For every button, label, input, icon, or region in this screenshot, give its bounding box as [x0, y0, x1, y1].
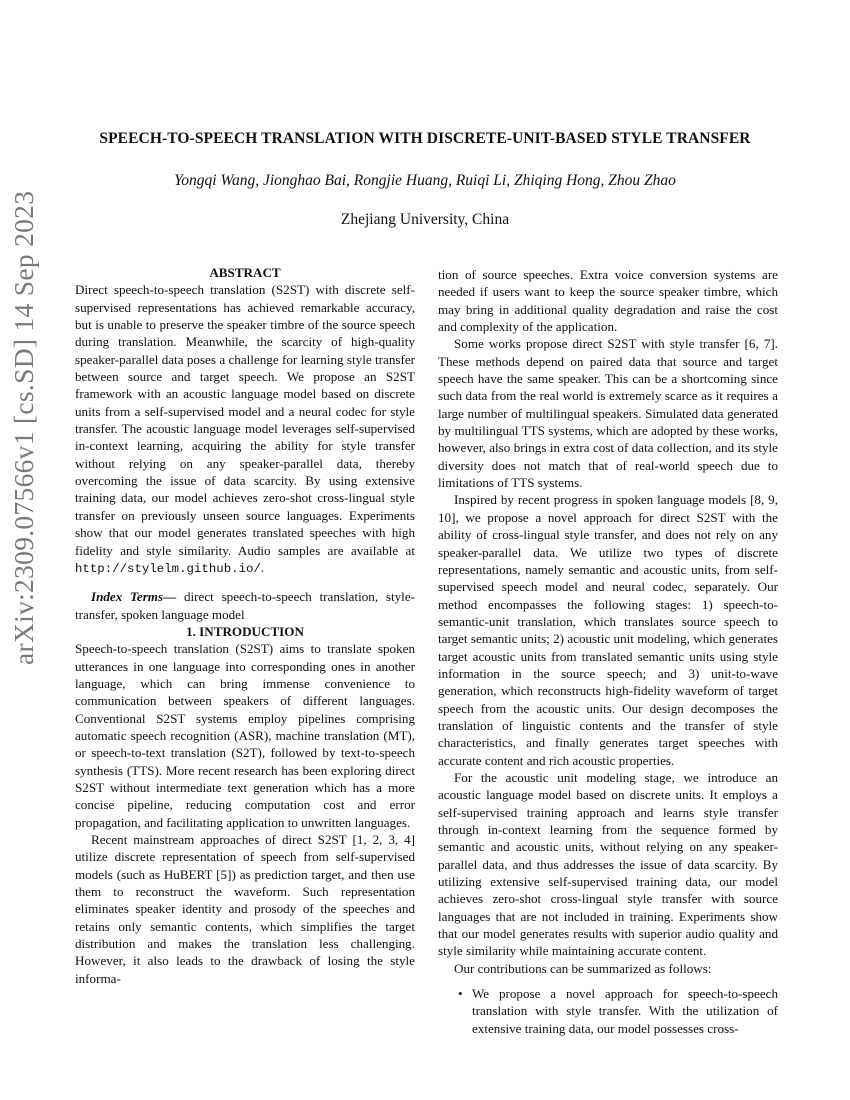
- paper-title: SPEECH-TO-SPEECH TRANSLATION WITH DISCRETE-UNIT-BASED STYLE TRANSFER: [99, 130, 751, 147]
- intro-paragraph: tion of source speeches. Extra voice conversion systems are needed if users want to keep the source speaker timbre, which may bring in additional quality degradation and raise the cost and complexity of the application.: [438, 267, 778, 335]
- intro-paragraph: Recent mainstream approaches of direct S2ST [1, 2, 3, 4] utilize discrete representation of speech from self-supervised models (such as HuBERT [5]) as prediction target, and then use them to reconstruct the waveform. Such representation eliminates speaker identity and prosody of the speeches and retains only semantic contents, which simplifies the target distribution and makes the translation less challenging. However, it also leads to the drawback of losing the style informa-: [75, 832, 415, 986]
- abstract-body: Direct speech-to-speech translation (S2ST) with discrete self-supervised representations has achieved remarkable accuracy, but is unable to preserve the speaker timbre of the source speech during translation. Meanwhile, the scarcity of high-quality speaker-parallel data poses a challenge for learning style transfer between source and target speech. We propose an S2ST framework with an acoustic language model based on discrete units from a self-supervised model and a neural codec for style transfer. The acoustic language model leverages self-supervised in-context learning, acquiring the ability for style transfer without relying on any speaker-parallel data, thereby overcoming the issue of data scarcity. By using extensive training data, our model achieves zero-shot cross-lingual style transfer on previously unseen source languages. Experiments show that our model generates translated speeches with high fidelity and style similarity. Audio samples are available at: [75, 282, 415, 558]
- abstract-heading: ABSTRACT: [209, 265, 281, 280]
- intro-paragraph: Speech-to-speech translation (S2ST) aims to translate spoken utterances in one language into corresponding ones in another language, which can bring immense convenience to communication between speakers of different languages. Conventional S2ST systems employ pipelines comprising automatic speech recognition (ASR), machine translation (MT), or speech-to-text translation (S2T), followed by text-to-speech synthesis (TTS). More recent research has been exploring direct S2ST without intermediate text generation which has a more concise pipeline, reducing computation cost and error propagation, and facilitating application to unwritten languages.: [75, 641, 415, 830]
- introduction-heading: 1. INTRODUCTION: [186, 623, 304, 639]
- index-terms-text: direct speech-to-speech translation, style-transfer, spoken language model: [75, 589, 415, 622]
- abstract-text: [75, 281, 415, 578]
- affiliation: Zhejiang University, China: [340, 211, 510, 228]
- list-item: [438, 985, 778, 1037]
- abstract-end: .: [260, 559, 265, 575]
- arxiv-identifier: arXiv:2309.07566v1 [cs.SD] 14 Sep 2023: [8, 190, 39, 665]
- intro-paragraph: Some works propose direct S2ST with style transfer [6, 7]. These methods depend on paired data that source and target speech have the same speaker. This can be a shortcoming since such data from the real world is extremely scarce as it requires a large number of multilingual speakers. Simulated data generated by multilingual TTS systems, which are adopted by these works, however, also brings in extra cost of data collection, and its style diversity does not match that of real-world speech due to limitations of TTS systems.: [438, 336, 778, 491]
- intro-paragraph: For the acoustic unit modeling stage, we introduce an acoustic language model based on discrete units. It employs a self-supervised training approach and learns style transfer through in-context learning from the sequence formed by semantic and acoustic units, without relying on any speaker-parallel data, and thus addresses the issue of data scarcity. By utilizing extensive self-supervised training data, our model achieves zero-shot cross-lingual style transfer with source languages that are not included in training. Experiments show that our model generates results with superior audio quality and style similarity while maintaining accurate content.: [438, 769, 778, 959]
- index-terms: [75, 588, 415, 623]
- author-list: Yongqi Wang, Jionghao Bai, Rongjie Huang, Ruiqi Li, Zhiqing Hong, Zhou Zhao: [174, 172, 676, 189]
- intro-paragraph: Our contributions can be summarized as follows:: [454, 960, 712, 976]
- contribution-list: [438, 985, 778, 1037]
- bullet-icon: •: [458, 986, 463, 1002]
- index-terms-label: Index Terms—: [91, 589, 177, 605]
- right-column: [438, 266, 778, 1037]
- left-column: [75, 264, 415, 987]
- samples-link[interactable]: http://stylelm.github.io/: [75, 561, 261, 576]
- intro-paragraph: Inspired by recent progress in spoken language models [8, 9, 10], we propose a novel approach for direct S2ST with the ability of cross-lingual style transfer, and does not rely on any speaker-parallel data. We utilize two types of discrete representations, namely semantic and acoustic units, from self-supervised speech model and neural codec, separately. Our method encompasses the following stages: 1) speech-to-semantic-unit translation, which translates source speech to target semantic units; 2) acoustic unit modeling, which generates target acoustic units from translated semantic units using style information in the source speech; and 3) unit-to-wave generation, which reconstructs high-fidelity waveform of target speech from the acoustic units. Our design decomposes the translation of linguistic contents and the transfer of style characteristics, and finally generates target speeches with accurate content and rich acoustic properties.: [438, 492, 778, 768]
- contribution-text: We propose a novel approach for speech-to-speech translation with style transfer. With the utilization of extensive training data, our model possesses cross-: [472, 986, 778, 1036]
